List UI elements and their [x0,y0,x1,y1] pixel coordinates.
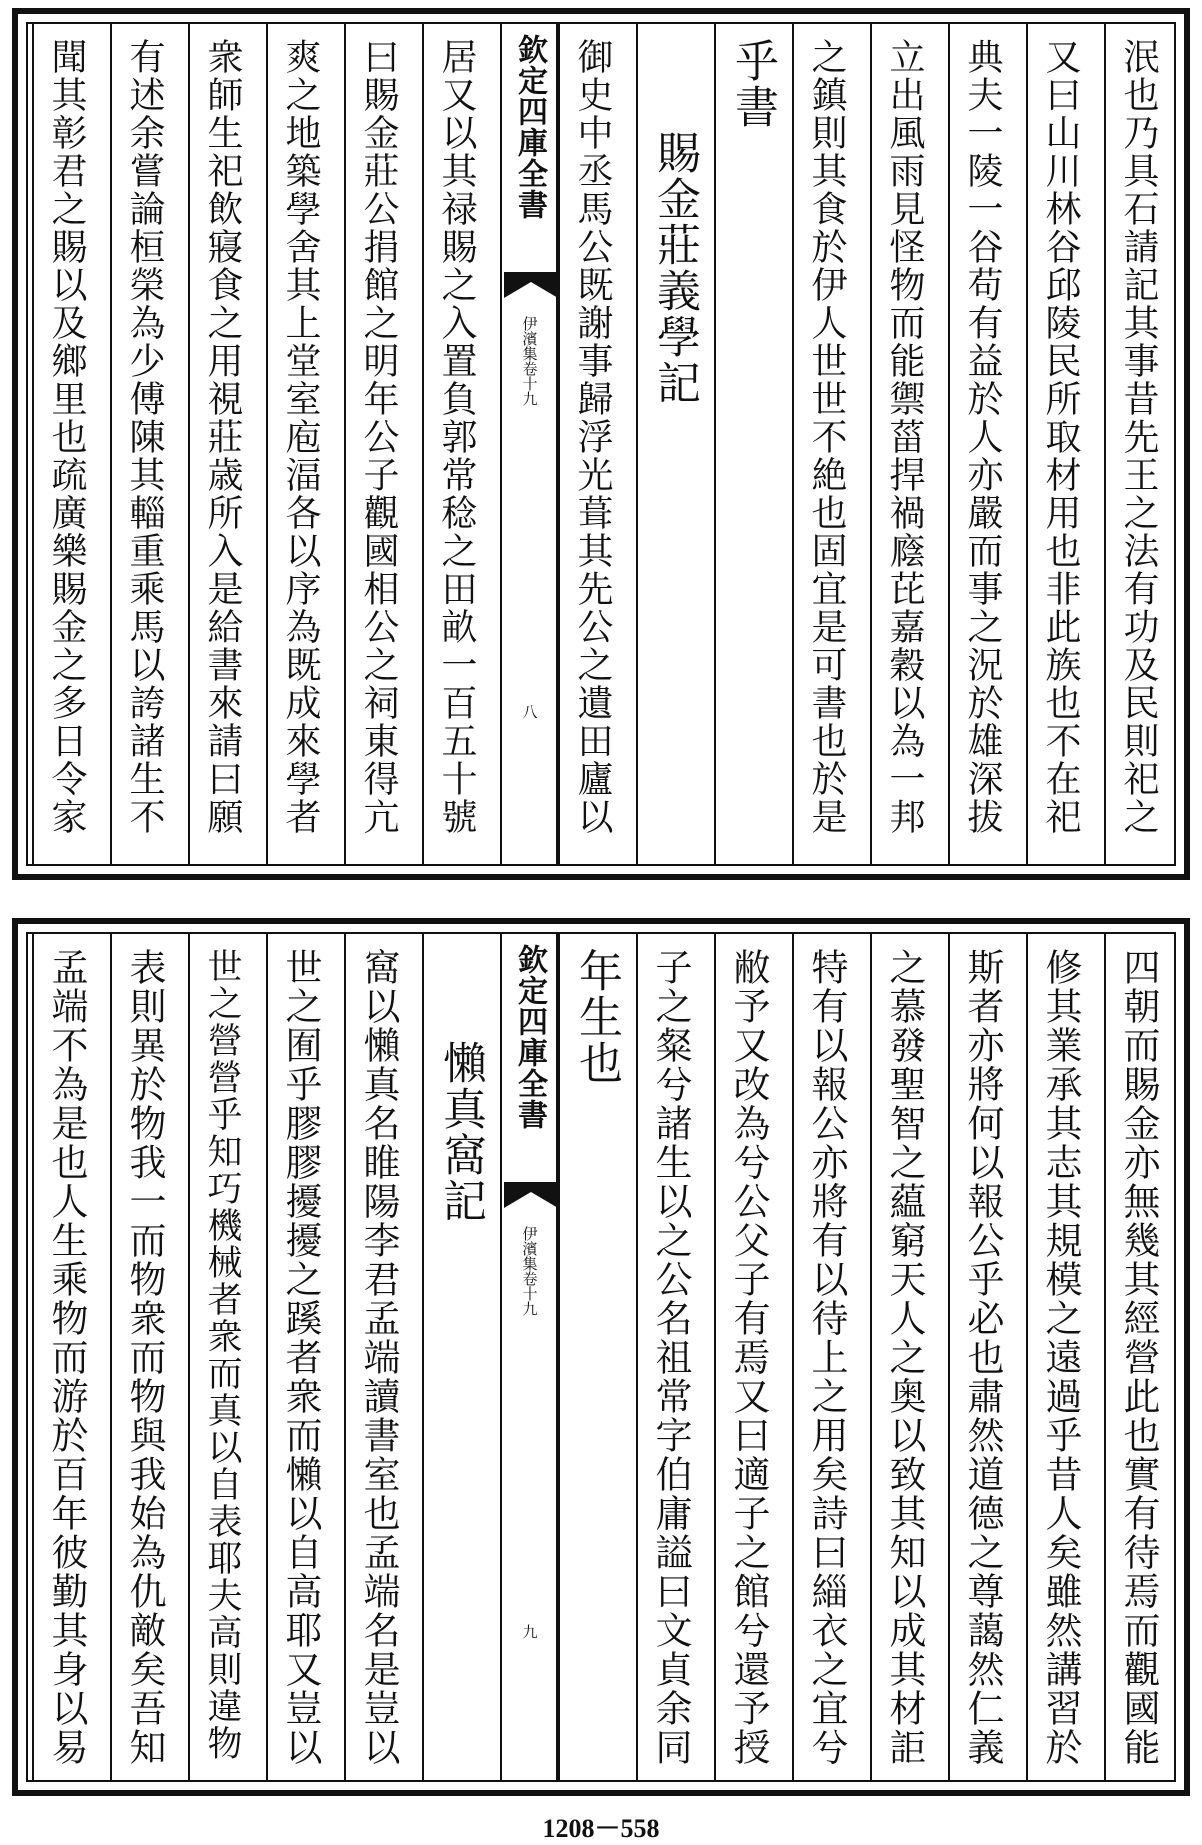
column-text: 曰賜金莊公捐館之明年公子觀國相公之祠東得亢 [358,38,399,836]
volume-label: 伊濱集卷十九 [520,1226,539,1316]
column-text: 居又以其禄賜之入置負郭常稔之田畝一百五十號 [436,38,477,836]
text-column [32,24,110,864]
column-text: 聞其彰君之賜以及鄉里也疏廣樂賜金之多日令家 [46,38,87,836]
text-column [948,24,1026,864]
column-text: 之慕發聖智之藴窮天人之奥以致其知以成其材詎 [883,948,926,1767]
text-column [266,934,344,1780]
column-text: 立出風雨見怪物而能禦菑捍禍廕芘嘉穀以為一邦 [884,38,925,836]
bottom-page [12,918,1190,1796]
column-text: 四朝而賜金亦無幾其經營此也實有待焉而觀國能 [1117,948,1160,1767]
column-text: 子之粲兮諸生以之公名祖常字伯庸謚曰文貞余同 [649,948,692,1767]
text-column [558,934,636,1780]
column-text: 泯也乃具石請記其事昔先王之法有功及民則祀之 [1118,38,1159,836]
text-column [792,24,870,864]
column-text: 斯者亦將何以報公乎必也肅然道德之尊藹然仁義 [961,948,1004,1767]
text-column [422,24,500,864]
text-column [110,24,188,864]
bottom-page-frame [26,932,1176,1782]
volume-label: 伊濱集卷十九 [520,316,539,406]
text-column [870,24,948,864]
column-text: 表則異於物我一而物衆而物與我始為仇敵矣吾知 [123,948,166,1767]
column-text: 之鎮則其食於伊人世世不絶也固宜是可書也於是 [806,38,847,836]
column-text: 年生也 [571,948,622,1086]
column-text: 修其業承其志其規模之遠過乎昔人矣雖然講習於 [1039,948,1082,1767]
text-column [110,934,188,1780]
text-column [344,934,422,1780]
column-text: 窩以懶真名睢陽李君孟端讀書室也孟端名是豈以 [357,948,400,1767]
column-text: 懶真窩記 [435,948,486,1224]
text-column [870,934,948,1780]
text-column [1026,934,1104,1780]
top-page [12,8,1190,880]
text-column [344,24,422,864]
page-number: 八 [520,704,539,719]
fishtail-mark-icon [504,1182,558,1210]
text-column [792,934,870,1780]
text-column [266,24,344,864]
book-title: 欽定四庫全書 [512,944,547,1130]
column-text: 御史中丞馬公既謝事歸浮光葺其先公之遺田廬以 [572,38,613,836]
column-text: 乎書 [727,38,778,130]
column-text: 孟端不為是也人生乘物而游於百年彼勤其身以易 [45,948,88,1767]
text-column [1104,24,1182,864]
column-text: 有述余嘗論桓榮為少傅陳其輜重乘馬以誇諸生不 [124,38,165,836]
column-text: 又曰山川林谷邱陵民所取材用也非此族也不在祀 [1040,38,1081,836]
text-column [1104,934,1182,1780]
text-column [188,934,266,1780]
page-spine [500,24,558,864]
text-column [714,24,792,864]
text-column [422,934,500,1780]
column-text: 特有以報公亦將有以待上之用矣詩曰緇衣之宜兮 [805,948,848,1767]
page-number: 九 [520,1624,539,1639]
column-text: 世之營營乎知巧機械者衆而真以自表耶夫高則違物 [202,948,242,1762]
fishtail-mark-icon [504,272,558,300]
text-column [636,24,714,864]
page-footer-number: 1208－558 [542,1814,660,1843]
column-text: 世之囿乎膠膠擾擾之蹊者衆而懶以自高耶又豈以 [279,948,322,1767]
text-column [636,934,714,1780]
column-text: 敝予又改為兮公父子有焉又曰適子之館兮還予授 [727,948,770,1767]
page-spine [500,934,558,1780]
text-column [188,24,266,864]
top-page-frame [26,22,1176,866]
column-text: 爽之地築學舍其上堂室庖湢各以序為既成來學者 [280,38,321,836]
column-text: 衆師生祀飲寢食之用視莊歳所入是給書來請曰願 [202,38,243,836]
book-title: 欽定四庫全書 [512,34,547,220]
text-column [948,934,1026,1780]
text-column [1026,24,1104,864]
text-column [32,934,110,1780]
text-column [558,24,636,864]
text-column [714,934,792,1780]
column-text: 賜金莊義學記 [649,38,700,406]
column-text: 典夫一陵一谷苟有益於人亦嚴而事之況於雄深拔 [962,38,1003,836]
